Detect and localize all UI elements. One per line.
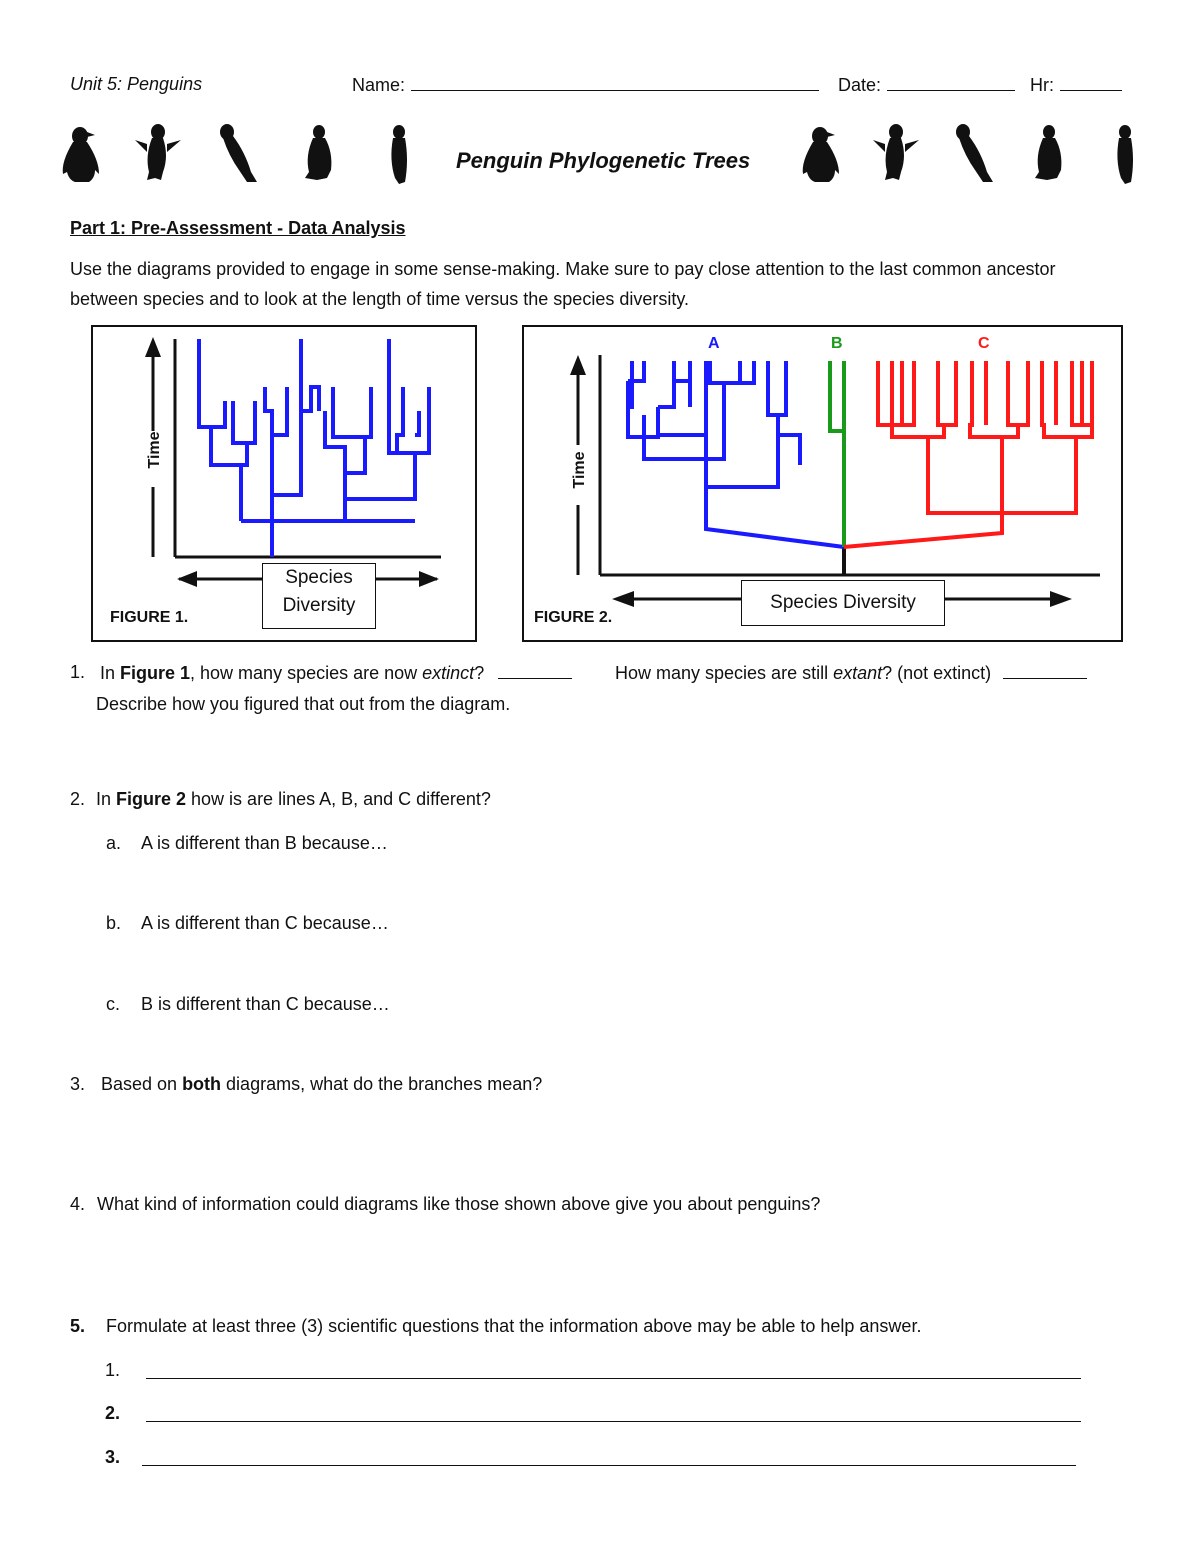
q1-text [100,662,572,684]
q3-number: 3. [70,1074,86,1094]
q2b-label: b. [106,913,122,933]
figure-1-diversity-box [262,563,376,629]
hr-blank[interactable] [1060,74,1122,91]
q1-figure-ref: Figure 1 [120,663,191,683]
clade-c-label: C [978,335,990,352]
q2a-text: A is different than B because… [141,833,388,853]
q1-pre: In [100,663,121,683]
penguin-icon [873,124,919,180]
q2-text [96,789,491,810]
q1-qmark: ? [474,663,485,683]
hr-label: Hr: [1030,75,1054,95]
penguin-icon [1035,125,1061,180]
clade-b-label: B [831,335,843,352]
figure-1-branches [199,339,429,557]
date-field[interactable] [838,74,1015,96]
part1-intro: Use the diagrams provided to engage in some sense-making. Make sure to pay close attention to the last common ancestor between species and to look at the length of time versus the species diversity. [70,259,1056,309]
penguin-icon [391,125,407,184]
clade-a-branches [628,361,844,547]
q1-part2 [615,662,1087,684]
q4-number: 4. [70,1194,86,1214]
q5-item-3-label: 3. [105,1447,121,1467]
penguin-icon [63,127,99,182]
figure-2-time-label: Time [571,451,588,489]
diversity-arrowhead-left [177,571,197,587]
penguin-icon [956,124,993,182]
q3-text [101,1074,542,1095]
figure-2 [522,325,1123,642]
q1-part2-pre: How many species are still [615,663,834,683]
figure-2-diversity-box: Species Diversity [741,580,945,626]
part1-heading: Part 1: Pre-Assessment - Data Analysis [70,218,406,238]
q2-number: 2. [70,789,86,809]
q5-item-1-label: 1. [105,1360,121,1380]
q2-figure-ref: Figure 2 [116,789,187,809]
q1-extant-blank[interactable] [1003,662,1087,679]
q3-both: both [182,1074,222,1094]
penguin-row-left [55,122,425,188]
diversity-arrowhead-right [1050,591,1072,607]
time-arrowhead [570,355,586,375]
q5-number: 5. [70,1316,86,1336]
figure-1-time-label: Time [146,431,163,469]
name-label: Name: [352,75,406,95]
diversity-arrowhead-left [612,591,634,607]
q3-pre: Based on [101,1074,183,1094]
clade-a-label: A [708,335,720,352]
q5-item-3-line[interactable] [142,1465,1076,1466]
penguin-row-right [795,122,1145,188]
q2c-label: c. [106,994,121,1014]
date-label: Date: [838,75,882,95]
figure-1-label: FIGURE 1. [110,609,189,626]
q1-mid: , how many species are now [190,663,423,683]
q5-item-1-line[interactable] [146,1378,1081,1379]
diversity-arrowhead-right [419,571,439,587]
q1-part2-post: ? (not extinct) [882,663,992,683]
unit-label: Unit 5: Penguins [70,74,203,94]
q1-extant: extant [833,663,883,683]
q1-extinct-blank[interactable] [498,662,572,679]
penguin-icon [135,124,181,180]
page-title: Penguin Phylogenetic Trees [456,148,751,173]
time-arrowhead [145,337,161,357]
clade-b-branches [830,361,844,547]
figure-1-diversity-line1: Species [285,567,353,588]
q3-post: diagrams, what do the branches mean? [221,1074,543,1094]
q1-line2: Describe how you figured that out from the diagram. [96,694,511,714]
q4-text: What kind of information could diagrams like those shown above give you about penguins? [97,1194,821,1214]
q2b-text: A is different than C because… [141,913,389,933]
q2-post: how is are lines A, B, and C different? [186,789,491,809]
figure-1 [91,325,477,642]
penguin-icon [803,127,839,182]
q5-item-2-line[interactable] [146,1421,1081,1422]
q5-text: Formulate at least three (3) scientific questions that the information above may be able to help answer. [106,1316,922,1336]
q2c-text: B is different than C because… [141,994,390,1014]
penguin-icon [305,125,331,180]
q5-item-2-label: 2. [105,1403,121,1423]
figure-2-label: FIGURE 2. [534,609,613,626]
q1-number: 1. [70,662,86,682]
hr-field[interactable] [1030,74,1122,96]
name-blank[interactable] [411,74,819,91]
q1-extinct: extinct [422,663,475,683]
penguin-icon [220,124,257,182]
date-blank[interactable] [887,74,1015,91]
penguin-icon [1117,125,1133,184]
clade-c-branches [844,361,1092,547]
q2a-label: a. [106,833,122,853]
q2-pre: In [96,789,117,809]
name-field[interactable] [352,74,819,96]
figure-1-diversity-line2: Diversity [282,595,356,616]
